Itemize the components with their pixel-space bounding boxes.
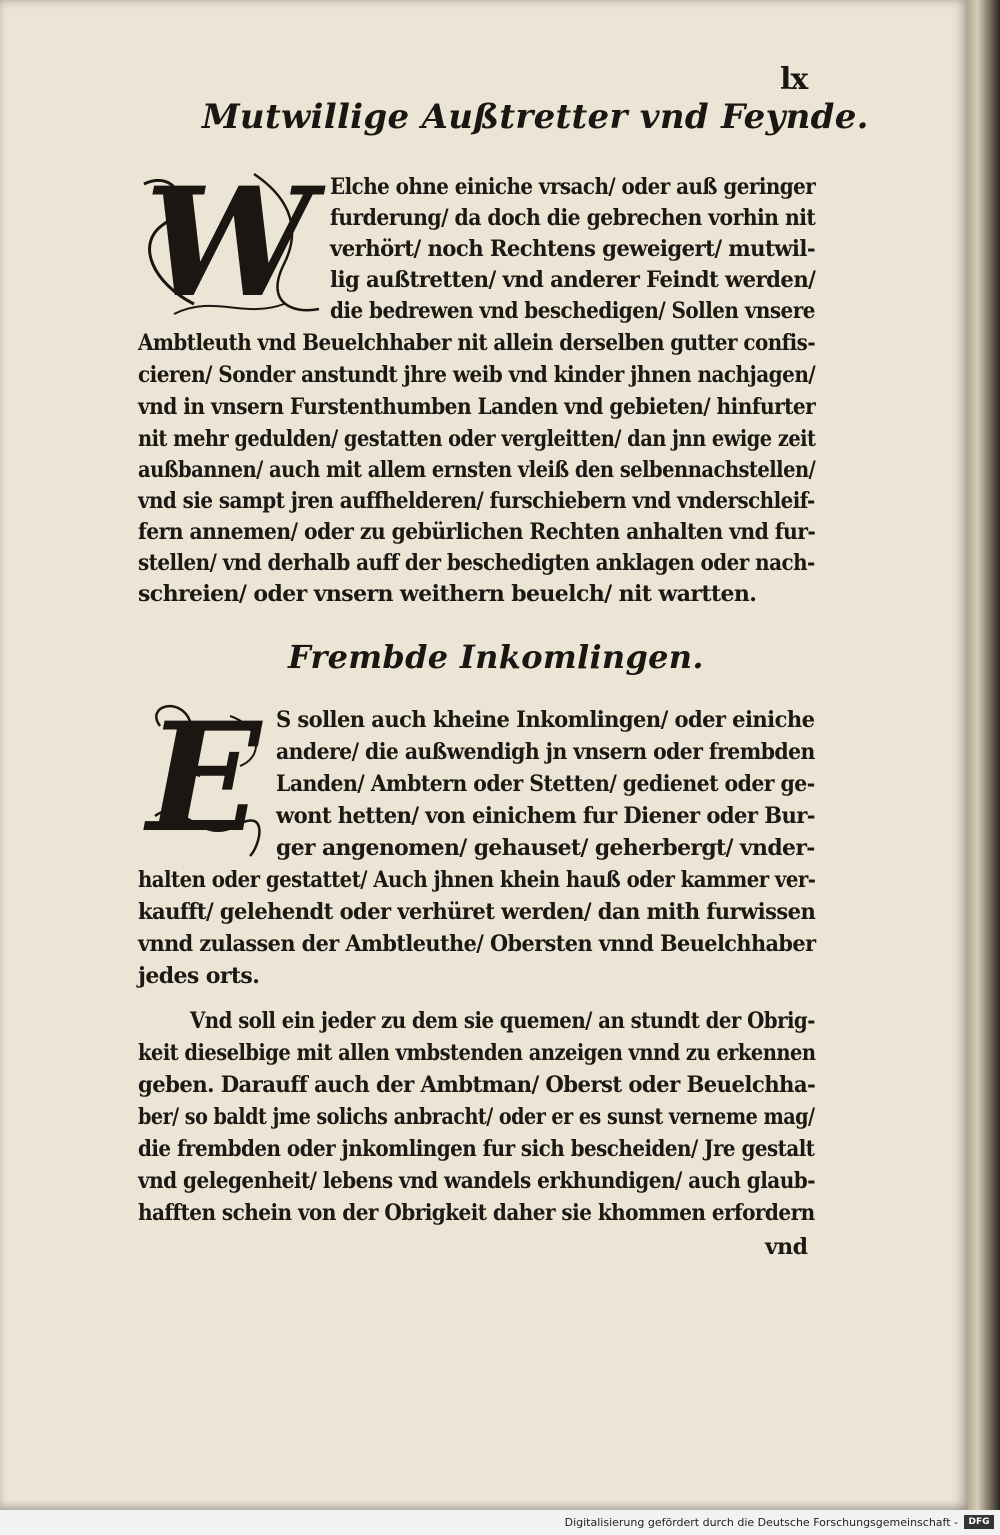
text-line: lig außtretten/ vnd anderer Feindt werden/ <box>330 267 816 293</box>
text-line: vnd gelegenheit/ lebens vnd wandels erkhundigen/ auch glaub- <box>138 1168 816 1194</box>
text-line: die frembden oder jnkomlingen fur sich bescheiden/ Jre gestalt <box>138 1136 815 1162</box>
text-line: Ambtleuth vnd Beuelchhaber nit allein derselben gutter confis- <box>138 330 816 356</box>
text-line: ger angenomen/ gehauset/ geherbergt/ vnder- <box>276 835 815 861</box>
text-line: kaufft/ gelehendt oder verhüret werden/ dan mith furwissen <box>138 899 816 925</box>
text-line: Landen/ Ambtern oder Stetten/ gedienet oder ge- <box>276 771 815 797</box>
text-line: vnd sie sampt jren auffhelderen/ furschiebern vnd vnderschleif- <box>138 488 815 514</box>
text-line: keit dieselbige mit allen vmbstenden anzeigen vnnd zu erkennen <box>138 1040 816 1066</box>
text-line: verhört/ noch Rechtens geweigert/ mutwil- <box>330 236 816 262</box>
section-heading-1: Mutwillige Außtretter vnd Feynde. <box>202 97 869 137</box>
text-line: die bedrewen vnd beschedigen/ Sollen vnsere <box>330 298 815 324</box>
text-line: wont hetten/ von einichem fur Diener oder Bur- <box>276 803 815 829</box>
text-line: nit mehr gedulden/ gestatten oder vergleitten/ dan jnn ewige zeit <box>138 426 816 452</box>
folio-number: lx <box>780 62 808 97</box>
footer-credit: Digitalisierung gefördert durch die Deutsche Forschungsgemeinschaft - <box>564 1516 958 1529</box>
decorated-initial-w: W <box>144 155 314 331</box>
text-line: stellen/ vnd derhalb auff der beschedigten anklagen oder nach- <box>138 550 815 576</box>
text-line: andere/ die außwendigh jn vnsern oder frembden <box>276 739 815 765</box>
text-line: fern annemen/ oder zu gebürlichen Rechten anhalten vnd fur- <box>138 519 816 545</box>
section-heading-2: Frembde Inkomlingen. <box>288 638 704 676</box>
page-edge <box>968 0 1000 1510</box>
text-line: furderung/ da doch die gebrechen vorhin nit <box>330 205 816 231</box>
catchword: vnd <box>765 1234 808 1260</box>
text-line: vnd in vnsern Furstenthumben Landen vnd gebieten/ hinfurter <box>138 394 816 420</box>
text-line: schreien/ oder vnsern weithern beuelch/ nit wartten. <box>138 581 757 607</box>
text-line: jedes orts. <box>138 963 260 989</box>
footer-bar <box>0 1510 1000 1535</box>
dfg-logo-icon: DFG <box>964 1515 994 1529</box>
text-line: ber/ so baldt jme solichs anbracht/ oder er es sunst verneme mag/ <box>138 1104 815 1130</box>
text-line: vnnd zulassen der Ambtleuthe/ Obersten vnnd Beuelchhaber <box>138 931 816 957</box>
text-line: cieren/ Sonder anstundt jhre weib vnd kinder jhnen nachjagen/ <box>138 362 816 388</box>
text-line: hafften schein von der Obrigkeit daher sie khommen erfordern <box>138 1200 815 1226</box>
text-line: geben. Darauff auch der Ambtman/ Oberst oder Beuelchha- <box>138 1072 816 1098</box>
text-line: außbannen/ auch mit allem ernsten vleiß den selbennachstellen/ <box>138 457 816 483</box>
text-line: Elche ohne einiche vrsach/ oder auß geringer <box>330 174 816 200</box>
text-line: S sollen auch kheine Inkomlingen/ oder einiche <box>276 707 815 733</box>
text-line: halten oder gestattet/ Auch jhnen khein hauß oder kammer ver- <box>138 867 816 893</box>
text-line: Vnd soll ein jeder zu dem sie quemen/ an stundt der Obrig- <box>190 1008 815 1034</box>
decorated-initial-e: E <box>146 690 262 866</box>
